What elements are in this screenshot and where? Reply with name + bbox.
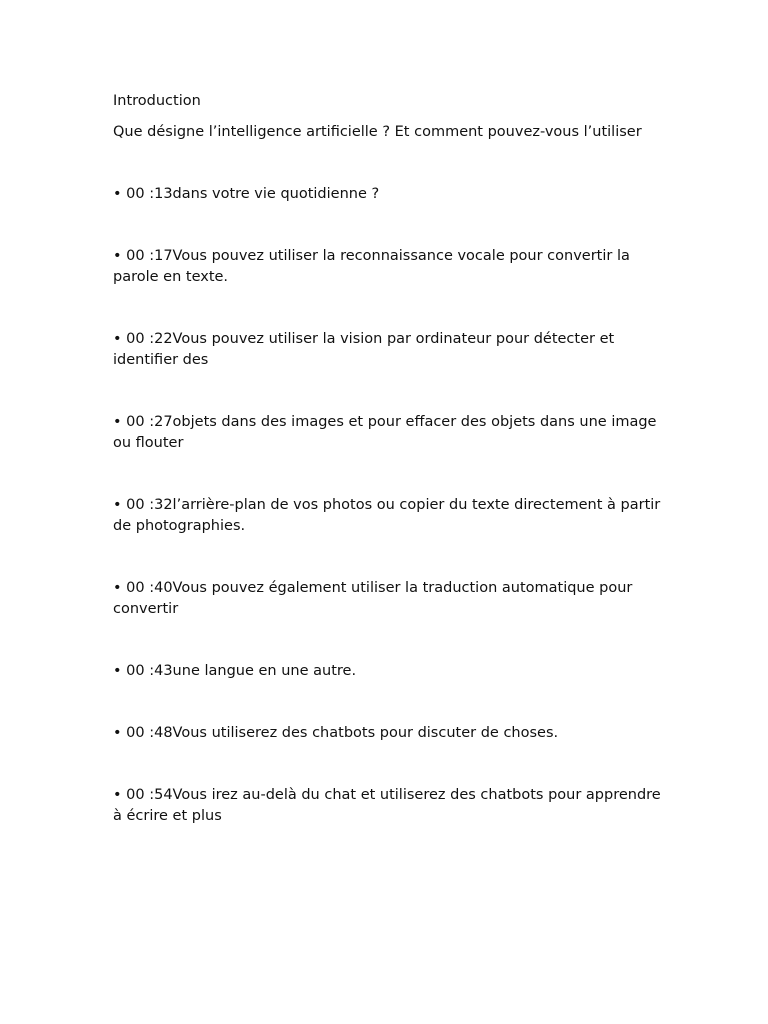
document-heading: Introduction bbox=[113, 93, 201, 109]
intro-paragraph: Que désigne l’intelligence artificielle ? Et comment pouvez-vous l’utiliser bbox=[113, 124, 642, 140]
list-item: • 00 :22Vous pouvez utiliser la vision par ordinateur pour détecter et identifier des bbox=[113, 331, 615, 368]
list-item: • 00 :43une langue en une autre. bbox=[113, 663, 357, 679]
document-page bbox=[113, 91, 661, 827]
list-item: • 00 :13dans votre vie quotidienne ? bbox=[113, 186, 380, 202]
list-item: • 00 :27objets dans des images et pour effacer des objets dans une image ou flouter bbox=[113, 414, 657, 451]
list-item: • 00 :40Vous pouvez également utiliser la traduction automatique pour convertir bbox=[113, 580, 633, 617]
list-item: • 00 :32l’arrière-plan de vos photos ou copier du texte directement à partir de photographies. bbox=[113, 497, 661, 534]
transcript-list bbox=[113, 184, 661, 827]
list-item: • 00 :48Vous utiliserez des chatbots pour discuter de choses. bbox=[113, 725, 559, 741]
list-item: • 00 :17Vous pouvez utiliser la reconnaissance vocale pour convertir la parole en texte. bbox=[113, 248, 630, 285]
list-item: • 00 :54Vous irez au-delà du chat et utiliserez des chatbots pour apprendre à écrire et plus bbox=[113, 787, 661, 824]
